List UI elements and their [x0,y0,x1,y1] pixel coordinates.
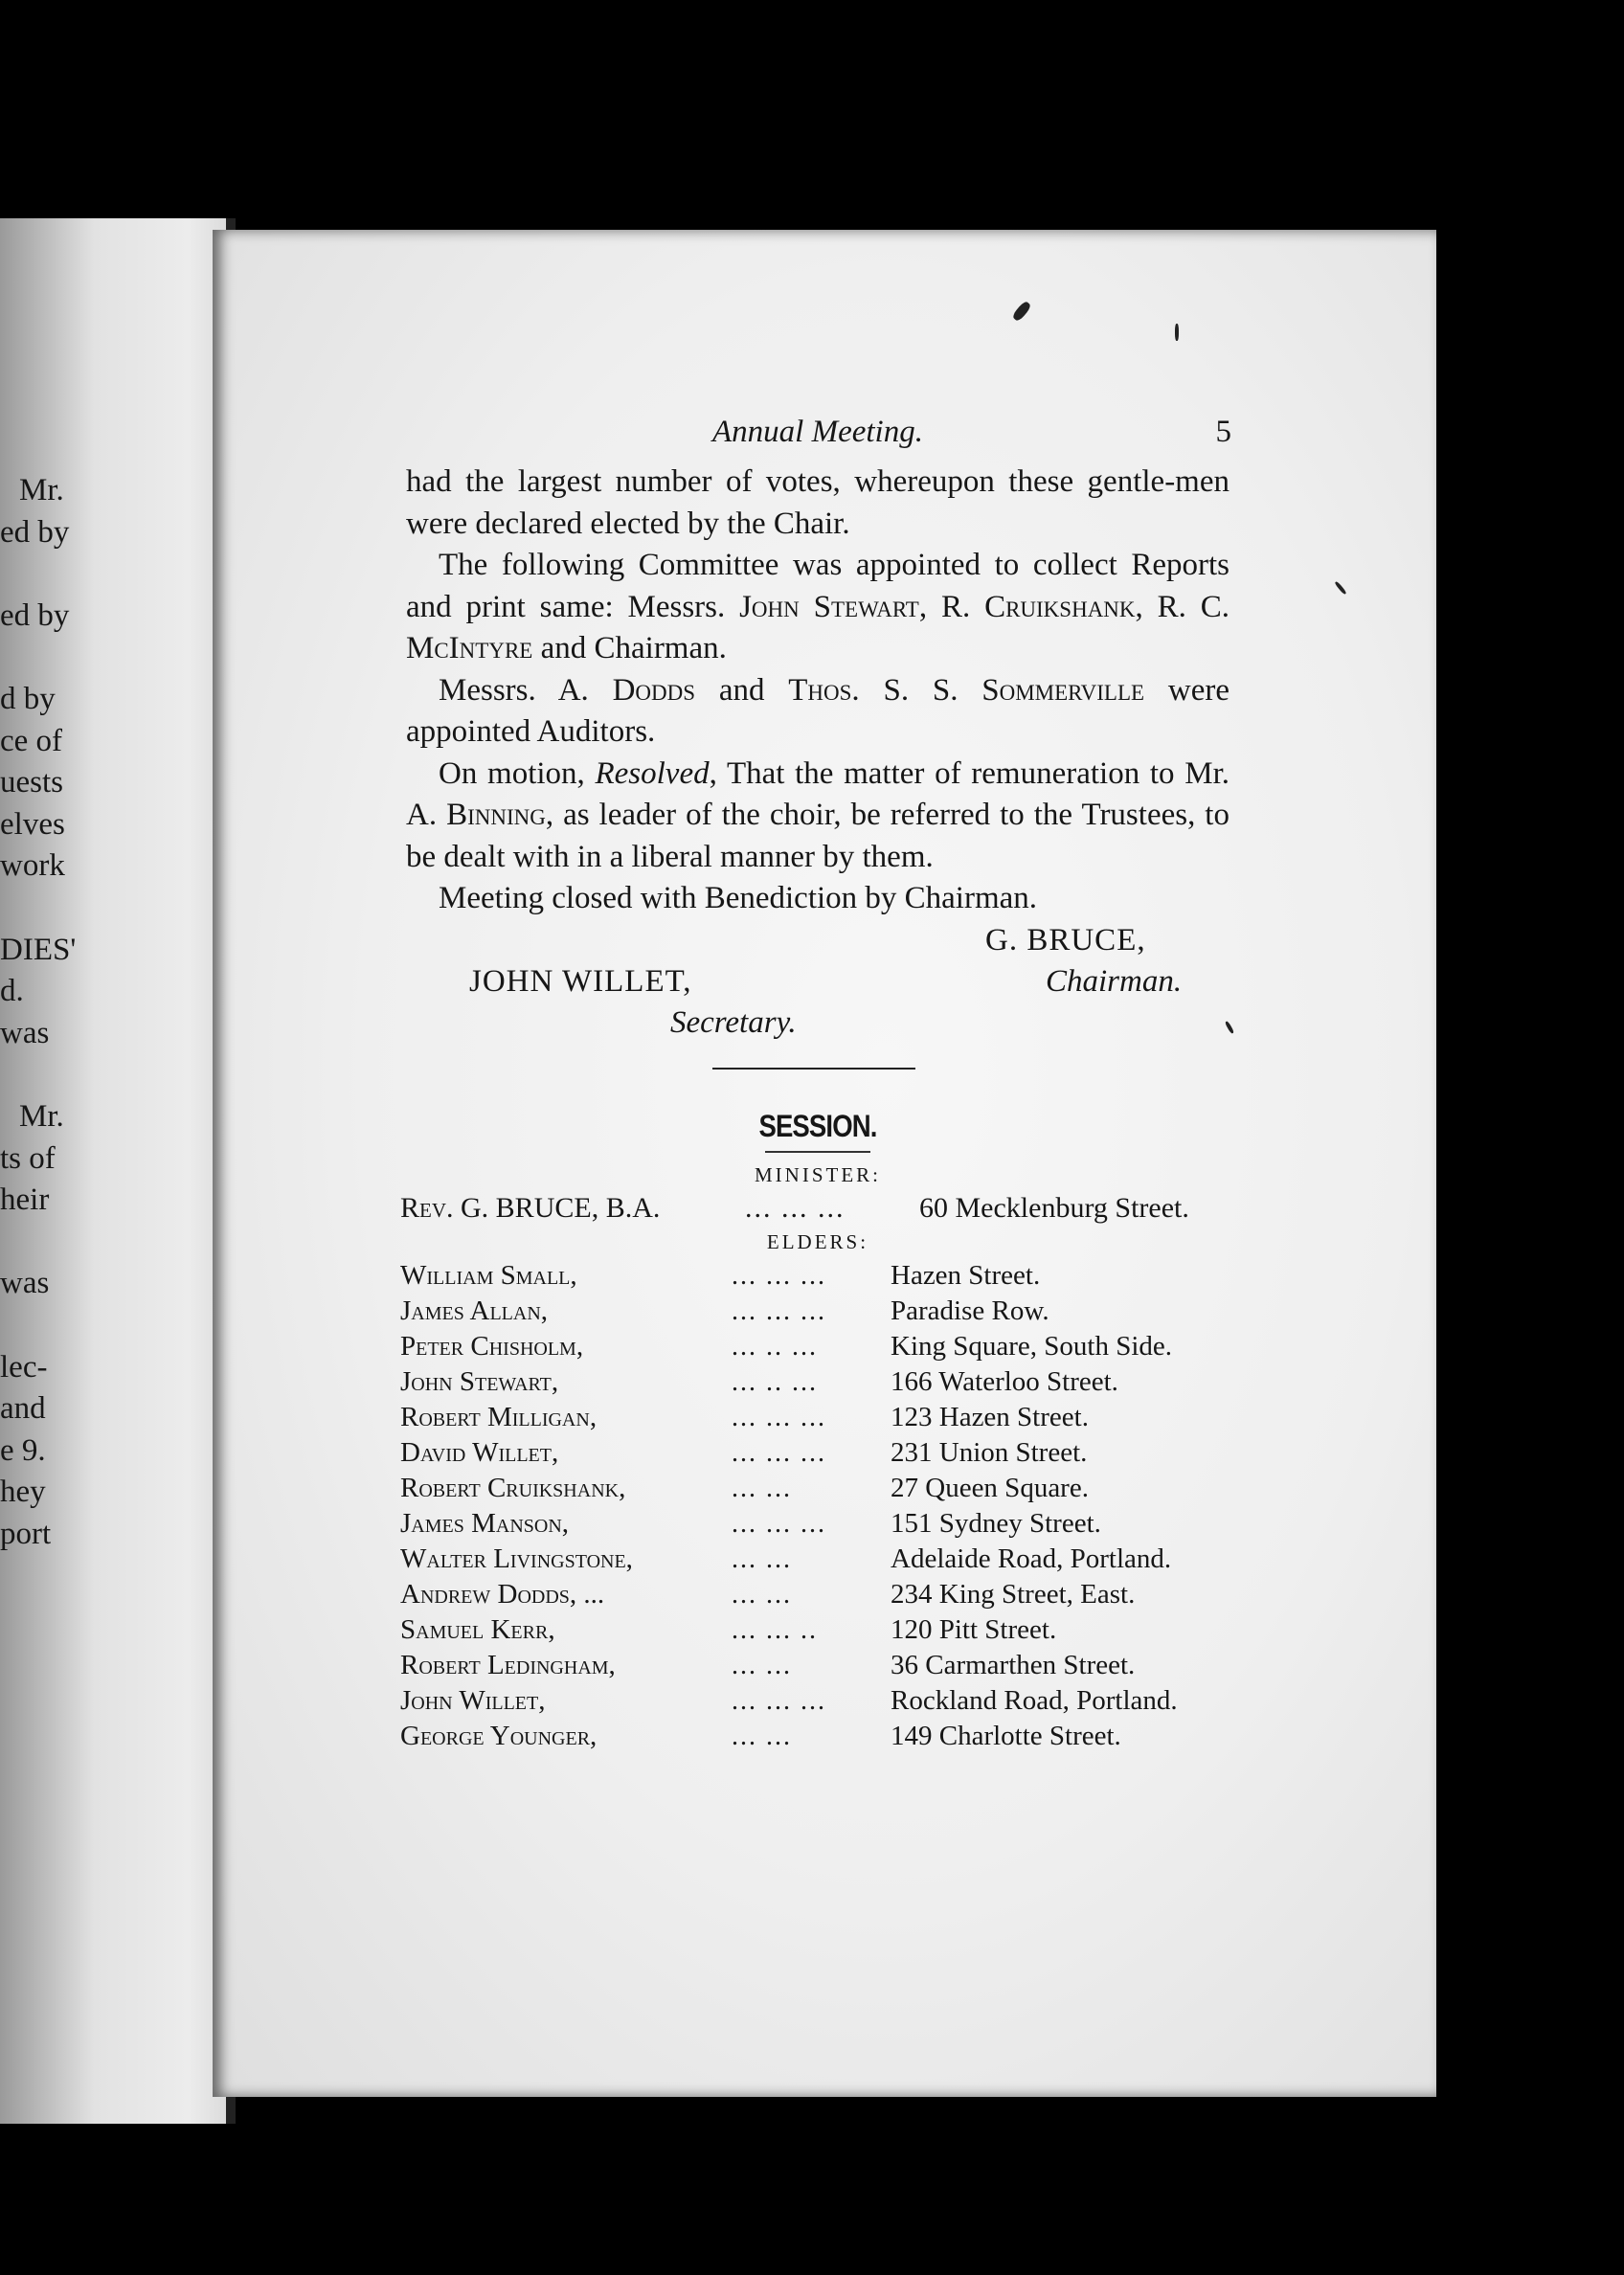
elder-name: Peter Chisholm, [400,1331,584,1362]
ink-speck [1175,324,1179,341]
elder-name: Andrew Dodds, ... [400,1579,605,1610]
left-page-line: work [0,848,65,884]
elder-row [400,1329,1229,1364]
person-name: Cruikshank [984,589,1136,624]
running-head [406,412,1229,462]
elder-row [400,1542,1229,1577]
text-run: Messrs. A. [439,672,613,708]
left-page-line: Mr. [19,473,64,507]
ink-speck [1011,300,1032,322]
elder-address: 27 Queen Square. [891,1473,1089,1503]
elder-name: Walter Livingstone, [400,1543,633,1574]
elder-address: Rockland Road, Portland. [891,1685,1178,1716]
text-run: were appointed Auditors. [406,672,1229,749]
elder-row [400,1258,1229,1294]
leader-dots: ... ... ... [745,1192,846,1224]
signature-block [406,920,1229,1052]
text-run: On motion, [439,755,596,791]
left-page-line: elves [0,806,65,842]
elder-address: 151 Sydney Street. [891,1508,1101,1539]
text-run: , R. [918,589,985,624]
chairman-title: Chairman. [1046,963,1183,999]
elder-address: King Square, South Side. [891,1331,1173,1362]
chairman-name: G. BRUCE, [985,922,1146,957]
elder-row [400,1294,1229,1329]
page-number: 5 [1215,415,1231,449]
heading-underline [765,1151,870,1153]
left-page-line: ce of [0,723,63,758]
leader-dots: ... ... .. [732,1615,818,1645]
elder-address: 36 Carmarthen Street. [891,1650,1136,1680]
person-name: Dodds [612,672,696,708]
left-page-line: ed by [0,597,70,633]
elder-name: George Younger, [400,1721,598,1751]
leader-dots: ... ... [732,1722,792,1751]
elder-row [400,1400,1229,1435]
emphasis: Resolved [595,755,710,791]
minister-name: Rev. G. BRUCE, B.A. [400,1192,661,1224]
person-name: John Stewart [739,589,919,624]
text-run: , R. C. [1135,589,1229,624]
elder-name: John Stewart, [400,1366,559,1397]
left-page-line: was [0,1015,50,1050]
elder-row [400,1683,1229,1719]
left-page-fragment [0,218,236,2124]
paragraph-1: had the largest number of votes, whereupon these gentle-men were declared elected by the Chair. [406,464,1229,541]
left-page-line: DIES' [0,932,77,967]
leader-dots: ... ... ... [732,1403,826,1432]
left-page-line: port [0,1517,52,1551]
secretary-name: JOHN WILLET, [469,963,692,999]
left-page-line: ed by [0,514,70,550]
left-page-line: uests [0,765,63,800]
elders-label: ELDERS: [766,1230,869,1253]
leader-dots: ... ... ... [732,1686,826,1716]
paragraph-resolution [406,754,1229,879]
left-page-line: e 9. [0,1432,46,1468]
paragraph-closing: Meeting closed with Benediction by Chairman. [439,881,1038,915]
leader-dots: ... ... ... [732,1261,826,1291]
elder-name: Samuel Kerr, [400,1614,555,1645]
elder-address: 234 King Street, East. [891,1579,1136,1610]
elder-row [400,1648,1229,1683]
elder-name: James Manson, [400,1508,570,1539]
elders-list [400,1258,1229,1754]
paragraph-committee [406,545,1229,670]
page-title: Annual Meeting. [712,415,923,449]
elder-row [400,1612,1229,1648]
elder-address: Paradise Row. [891,1295,1049,1326]
elder-name: William Small, [400,1260,577,1291]
text-run: , That the matter of remuneration to Mr. A. [406,755,1230,832]
elder-row [400,1435,1229,1471]
left-page-line: was [0,1266,50,1301]
elder-row [400,1471,1229,1506]
person-name: Thos. S. S. Sommerville [788,672,1145,708]
leader-dots: ... ... ... [732,1296,826,1326]
left-page-line: heir [0,1183,50,1218]
leader-dots: ... ... [732,1651,792,1680]
elder-address: Hazen Street. [891,1260,1041,1291]
leader-dots: ... ... ... [732,1509,826,1539]
left-page-line: d. [0,974,24,1009]
elder-address: 149 Charlotte Street. [891,1721,1121,1751]
secretary-title: Secretary. [670,1004,797,1040]
elder-name: David Willet, [400,1437,559,1468]
elder-address: 120 Pitt Street. [891,1614,1057,1645]
elder-name: Robert Ledingham, [400,1650,616,1680]
minister-row [400,1189,1229,1228]
text-run: , as leader of the choir, be referred to the Trustees, to be dealt with in a liberal manner by them. [406,798,1229,874]
left-page-line: d by [0,682,56,716]
left-page-line: ts of [0,1140,56,1176]
elder-name: John Willet, [400,1685,546,1716]
elder-row [400,1506,1229,1542]
elder-name: Robert Cruikshank, [400,1473,626,1503]
page-content [400,412,1231,1754]
elder-row [400,1577,1229,1612]
elder-address: 231 Union Street. [891,1437,1088,1468]
elder-name: Robert Milligan, [400,1402,598,1432]
leader-dots: ... ... [732,1544,792,1574]
text-run: and Chairman. [532,631,727,665]
person-name: McIntyre [406,631,533,665]
elder-name: James Allan, [400,1295,549,1326]
left-page-line: hey [0,1475,46,1510]
minister-address: 60 Mecklenburg Street. [919,1192,1189,1224]
elder-row [400,1364,1229,1400]
left-page-line: and [0,1391,46,1427]
ink-speck [1334,581,1346,596]
text-run: and [695,672,789,708]
leader-dots: ... ... [732,1474,792,1503]
section-divider [712,1068,915,1070]
leader-dots: ... .. ... [732,1332,818,1362]
leader-dots: ... ... ... [732,1438,826,1468]
session-heading: SESSION. [758,1108,877,1143]
elder-address: 123 Hazen Street. [891,1402,1089,1432]
minister-label: MINISTER: [755,1163,881,1186]
left-page-line: Mr. [19,1099,64,1134]
leader-dots: ... .. ... [732,1367,818,1397]
left-page-line: lec- [0,1349,48,1385]
paragraph-auditors [406,670,1229,754]
elder-address: 166 Waterloo Street. [891,1366,1118,1397]
elder-address: Adelaide Road, Portland. [891,1543,1172,1574]
person-name: Binning [446,798,546,832]
leader-dots: ... ... [732,1580,792,1610]
elder-row [400,1719,1229,1754]
text-run: The following Committee was appointed to collect Reports and print same: Messrs. [406,548,1229,624]
